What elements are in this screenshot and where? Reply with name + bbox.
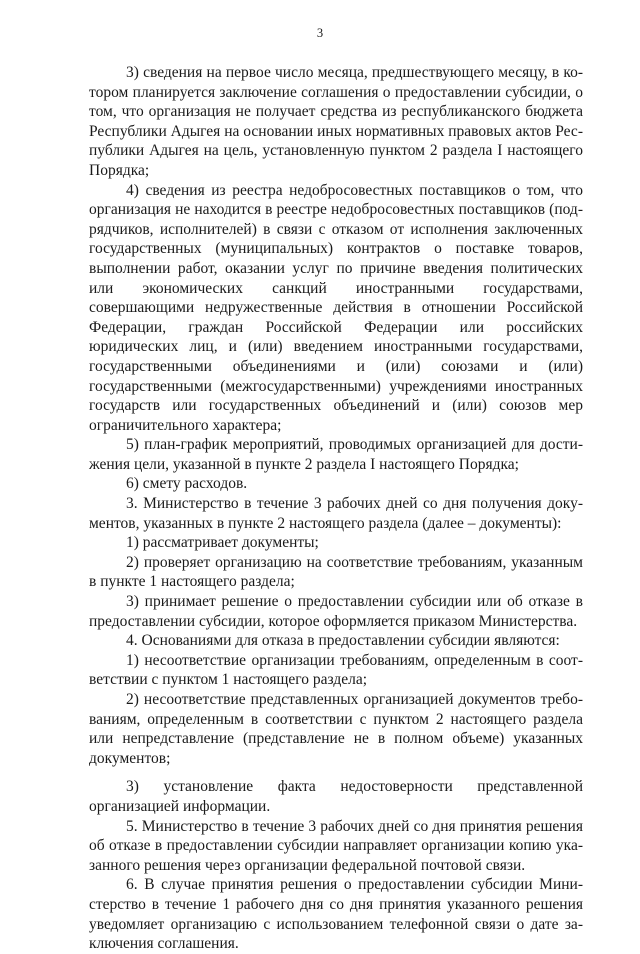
paragraph-section-6-grant-notice: 6. В случае принятия решения о предоставлении субсидии Министерство в течение 1 рабочего дня со дня принятия указанного решения уведомляет организацию с использованием телефонной связи о дате заключения соглашения.	[89, 876, 583, 953]
paragraph-make-decision: 3) принимает решение о предоставлении субсидии или об отказе в предоставлении субсидии, которое оформляется приказом Министерства.	[89, 593, 583, 630]
page-number: 3	[316, 26, 324, 40]
paragraph-section-5-refusal-notice: 5. Министерство в течение 3 рабочих дней со дня принятия решения об отказе в предоставлении субсидии направляет организации копию указанного решения через организации федеральной почтовой связи.	[89, 817, 583, 874]
paragraph-6-cost-estimate: 6) смету расходов.	[126, 475, 248, 493]
paragraph-refusal-ground-1: 1) несоответствие организации требованиям, определенным в соответствии с пунктом 1 настоящего раздела;	[89, 651, 583, 689]
paragraph-refusal-ground-3: 3) установление факта недостоверности представленной организацией информации.	[89, 778, 583, 815]
paragraph-4-unfair-suppliers-registry: 4) сведения из реестра недобросовестных поставщиков о том, что организация не находится в реестре недобросовестных поставщиков (подрядчиков, исполнителей) в связи с отказом от исполнения заключенных государственных (муниципальных) контрактов о поставке товаров, выполнении работ, оказании услуг по причине введения политических или экономических санкций иностранными государствами, совершающими недружественные действия в отношении Российской Федерации, граждан Российской Федерации или российских юридических лиц, и (или) введением иностранными государствами, государственными объединениями и (или) союзами и (или) государственными (межгосударственными) учреждениями иностранных государств или государственных объединений и (или) союзов мер ограничительного характера;	[89, 181, 583, 434]
paragraph-refusal-ground-2: 2) несоответствие представленных организацией документов требованиям, определенным в соответствии с пунктом 2 настоящего раздела или непредставление (представление не в полном объеме) указанных документов;	[89, 691, 583, 767]
paragraph-review-documents: 1) рассматривает документы;	[126, 534, 319, 552]
document-body	[89, 63, 583, 954]
paragraph-5-action-plan: 5) план-график мероприятий, проводимых организацией для достижения цели, указанной в пункте 2 раздела I настоящего Порядка;	[89, 436, 583, 473]
paragraph-check-organization: 2) проверяет организацию на соответствие требованиям, указанным в пункте 1 настоящего раздела;	[89, 553, 583, 591]
paragraph-section-4-refusal-grounds: 4. Основаниями для отказа в предоставлении субсидии являются:	[126, 632, 560, 650]
paragraph-section-3-ministry-review: 3. Министерство в течение 3 рабочих дней со дня получения документов, указанных в пункте 2 настоящего раздела (далее – документы):	[89, 495, 583, 532]
paragraph-3-info-first-day: 3) сведения на первое число месяца, предшествующего месяцу, в котором планируется заключение соглашения о предоставлении субсидии, о том, что организация не получает средства из республиканского бюджета Республики Адыгея на основании иных нормативных правовых актов Республики Адыгея на цель, установленную пунктом 2 раздела I настоящего Порядка;	[89, 64, 583, 179]
